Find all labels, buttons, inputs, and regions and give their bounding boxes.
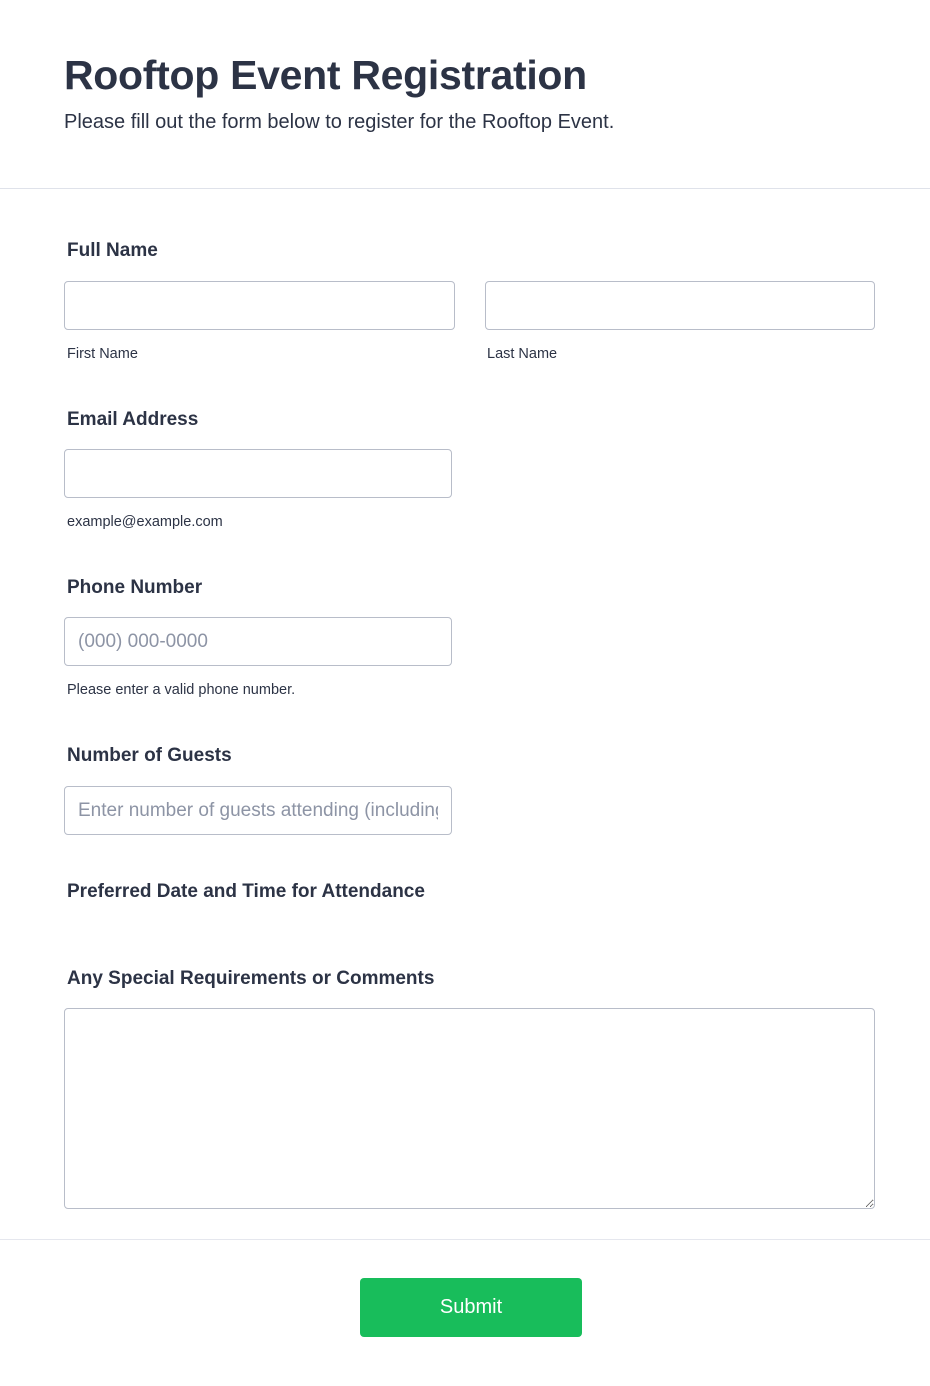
first-name-input[interactable] <box>64 281 455 330</box>
email-hint: example@example.com <box>67 514 223 530</box>
phone-label: Phone Number <box>67 577 203 598</box>
email-label: Email Address <box>67 409 199 430</box>
last-name-hint: Last Name <box>487 346 558 362</box>
comments-label: Any Special Requirements or Comments <box>67 968 435 989</box>
submit-button[interactable]: Submit <box>360 1278 582 1337</box>
footer-divider <box>0 1239 930 1240</box>
full-name-label: Full Name <box>67 240 158 261</box>
form-header <box>0 0 930 189</box>
phone-input[interactable] <box>64 617 452 666</box>
email-input[interactable] <box>64 449 452 498</box>
first-name-hint: First Name <box>67 346 138 362</box>
page-subtitle: Please fill out the form below to register for the Rooftop Event. <box>64 111 615 133</box>
phone-hint: Please enter a valid phone number. <box>67 682 296 698</box>
comments-textarea[interactable] <box>64 1008 875 1209</box>
page-title: Rooftop Event Registration <box>64 52 587 98</box>
guests-input[interactable] <box>64 786 452 835</box>
guests-label: Number of Guests <box>67 745 232 766</box>
date-time-label: Preferred Date and Time for Attendance <box>67 881 425 902</box>
last-name-input[interactable] <box>485 281 875 330</box>
